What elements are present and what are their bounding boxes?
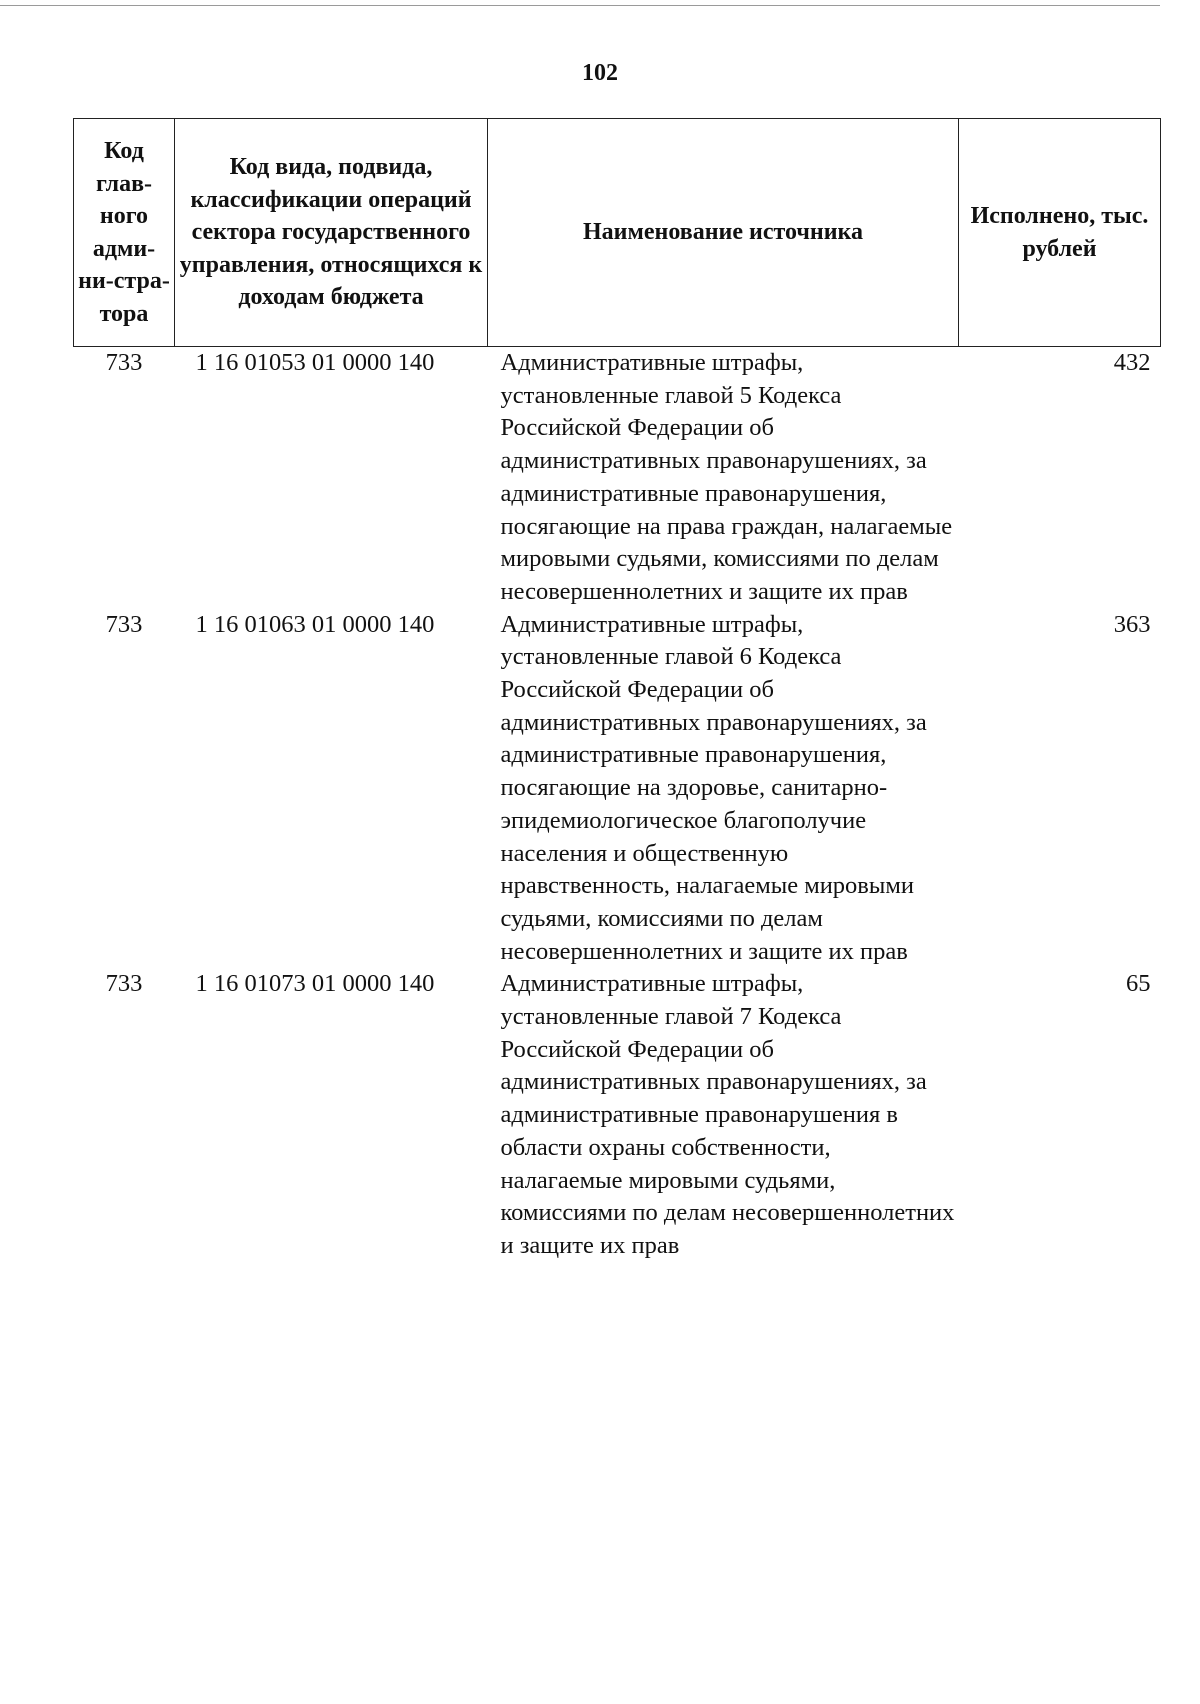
cell-revenue-code: 1 16 01063 01 0000 140 [195,610,435,638]
table-row [74,609,1161,969]
cell-admin-code: 733 [105,349,143,376]
header-revenue-code: Код вида, подвида, классификации операций сектора государственного управления, относящихся к доходам бюджета [175,119,488,347]
cell-admin-code: 733 [105,970,143,998]
cell-source-name: Административные штрафы, установленные главой 7 Кодекса Российской Федерации об административных правонарушениях, за административные правонарушения в области охраны собственности, налагаемые мировыми судьями, комиссиями по делам несовершеннолетних и защите их прав [500,970,955,1259]
cell-executed: 65 [1126,970,1151,998]
cell-executed: 432 [1113,349,1151,376]
cell-source-name: Административные штрафы, установленные главой 5 Кодекса Российской Федерации об административных правонарушениях, за административные правонарушения, посягающие на права граждан, налагаемые мировыми судьями, комиссиями по делам несовершеннолетних и защите их прав [500,349,953,605]
cell-source-name: Административные штрафы, установленные главой 6 Кодекса Российской Федерации об административных правонарушениях, за административные правонарушения, посягающие на здоровье, санитарно-эпидемиологическое благополучие населения и общественную нравственность, налагаемые мировыми судьями, комиссиями по делам несовершеннолетних и защите их прав [500,610,927,965]
table-row [74,968,1161,1262]
top-border-line [0,5,1160,6]
revenue-sources-table [73,118,1161,1263]
cell-revenue-code: 1 16 01073 01 0000 140 [195,970,435,998]
cell-admin-code: 733 [105,610,143,638]
cell-revenue-code: 1 16 01053 01 0000 140 [195,349,435,376]
header-admin-code: Код глав-ного адми-ни-стра-тора [74,119,175,347]
cell-executed: 363 [1113,610,1151,638]
page-number: 102 [582,60,618,86]
table-row [74,347,1161,609]
table-header-row [74,119,1161,347]
header-source-name: Наименование источника [488,119,959,347]
header-executed: Исполнено, тыс. рублей [959,119,1161,347]
